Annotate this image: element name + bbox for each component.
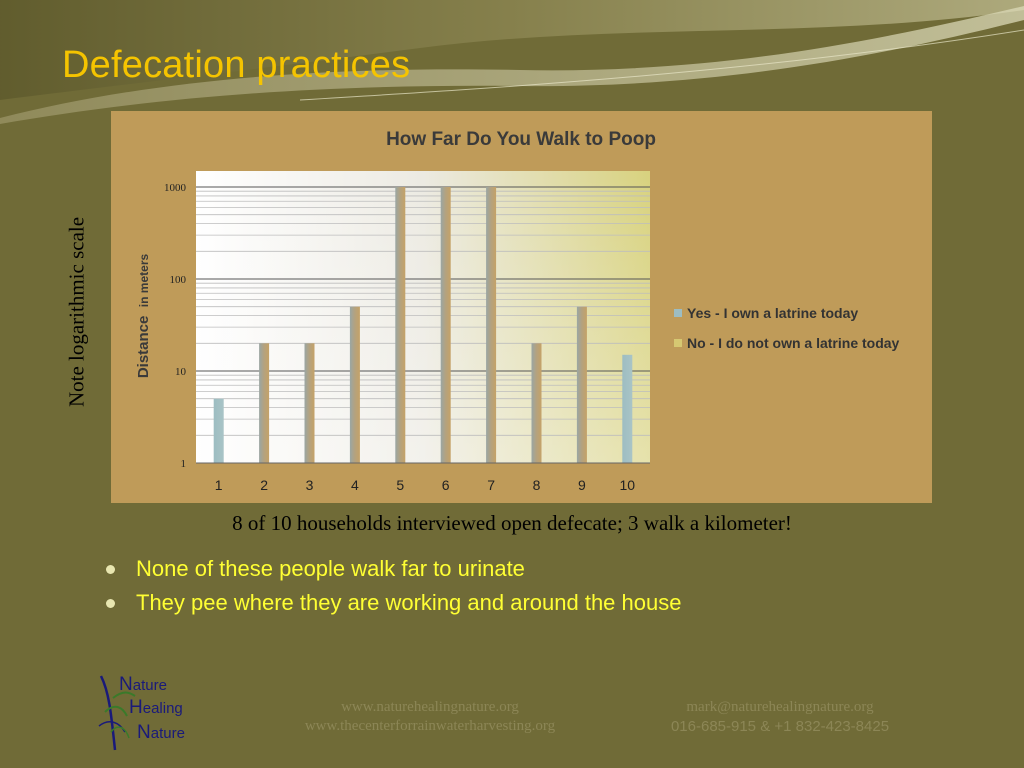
bar-household-5 bbox=[395, 187, 405, 463]
logo-word-nature-2: Nature bbox=[137, 722, 185, 743]
bullet-dot-icon bbox=[106, 565, 115, 574]
footer-phone: 016-685-915 & +1 832-423-8425 bbox=[670, 718, 890, 735]
y-tick-label: 100 bbox=[169, 274, 186, 286]
chart-caption: 8 of 10 households interviewed open defecate; 3 walk a kilometer! bbox=[232, 511, 792, 535]
y-tick-label: 10 bbox=[175, 366, 186, 378]
x-tick-label: 1 bbox=[214, 477, 223, 493]
bar-household-2 bbox=[259, 343, 269, 463]
footer-website-1[interactable]: www.naturehealingnature.org bbox=[341, 699, 519, 715]
bullet-text: They pee where they are working and around the house bbox=[136, 590, 682, 615]
x-tick-labels bbox=[215, 477, 635, 493]
legend bbox=[674, 305, 900, 351]
x-tick-label: 6 bbox=[441, 477, 450, 493]
y-axis-label bbox=[135, 254, 152, 379]
footer-contact bbox=[620, 698, 940, 736]
x-tick-label: 9 bbox=[578, 477, 586, 493]
x-tick-label: 7 bbox=[487, 477, 495, 493]
bar-household-8 bbox=[532, 343, 542, 463]
legend-label-yes: Yes - I own a latrine today bbox=[687, 305, 859, 321]
bar-household-6 bbox=[441, 187, 451, 463]
slide-title: Defecation practices bbox=[62, 44, 411, 86]
legend-swatch-yes bbox=[674, 309, 682, 317]
bullet-dot-icon bbox=[106, 599, 115, 608]
bar-household-10 bbox=[622, 355, 632, 463]
legend-label-no: No - I do not own a latrine today bbox=[687, 335, 900, 351]
y-tick-label: 1 bbox=[180, 458, 186, 470]
y-axis-label-main: Distance bbox=[135, 315, 152, 379]
x-tick-label: 2 bbox=[260, 477, 268, 493]
bullet-item bbox=[105, 556, 681, 590]
footer-websites bbox=[250, 698, 610, 736]
x-tick-label: 10 bbox=[619, 477, 636, 493]
y-axis-label-sub: in meters bbox=[137, 253, 151, 308]
x-tick-label: 5 bbox=[396, 477, 405, 493]
chart-panel bbox=[111, 111, 932, 503]
bullet-item bbox=[105, 590, 681, 624]
legend-swatch-no bbox=[674, 339, 682, 347]
bar-household-1 bbox=[214, 399, 224, 463]
x-tick-label: 8 bbox=[532, 477, 541, 493]
log-scale-note: Note logarithmic scale bbox=[64, 216, 89, 408]
y-tick-labels bbox=[164, 182, 187, 470]
nature-healing-nature-logo bbox=[95, 672, 205, 752]
footer-website-2[interactable]: www.thecenterforrainwaterharvesting.org bbox=[304, 718, 556, 734]
bar-chart bbox=[111, 111, 932, 503]
bullet-text: None of these people walk far to urinate bbox=[136, 556, 525, 581]
chart-title: How Far Do You Walk to Poop bbox=[386, 129, 656, 150]
y-tick-label: 1000 bbox=[164, 182, 186, 194]
x-tick-label: 3 bbox=[305, 477, 314, 493]
footer-email[interactable]: mark@naturehealingnature.org bbox=[686, 699, 874, 715]
bar-household-7 bbox=[486, 187, 496, 463]
logo-word-healing: Healing bbox=[129, 697, 183, 718]
logo-word-nature: Nature bbox=[119, 674, 167, 695]
x-tick-label: 4 bbox=[351, 477, 359, 493]
bullet-list bbox=[105, 556, 681, 624]
bar-household-3 bbox=[305, 343, 315, 463]
bar-household-9 bbox=[577, 307, 587, 463]
bar-household-4 bbox=[350, 307, 360, 463]
